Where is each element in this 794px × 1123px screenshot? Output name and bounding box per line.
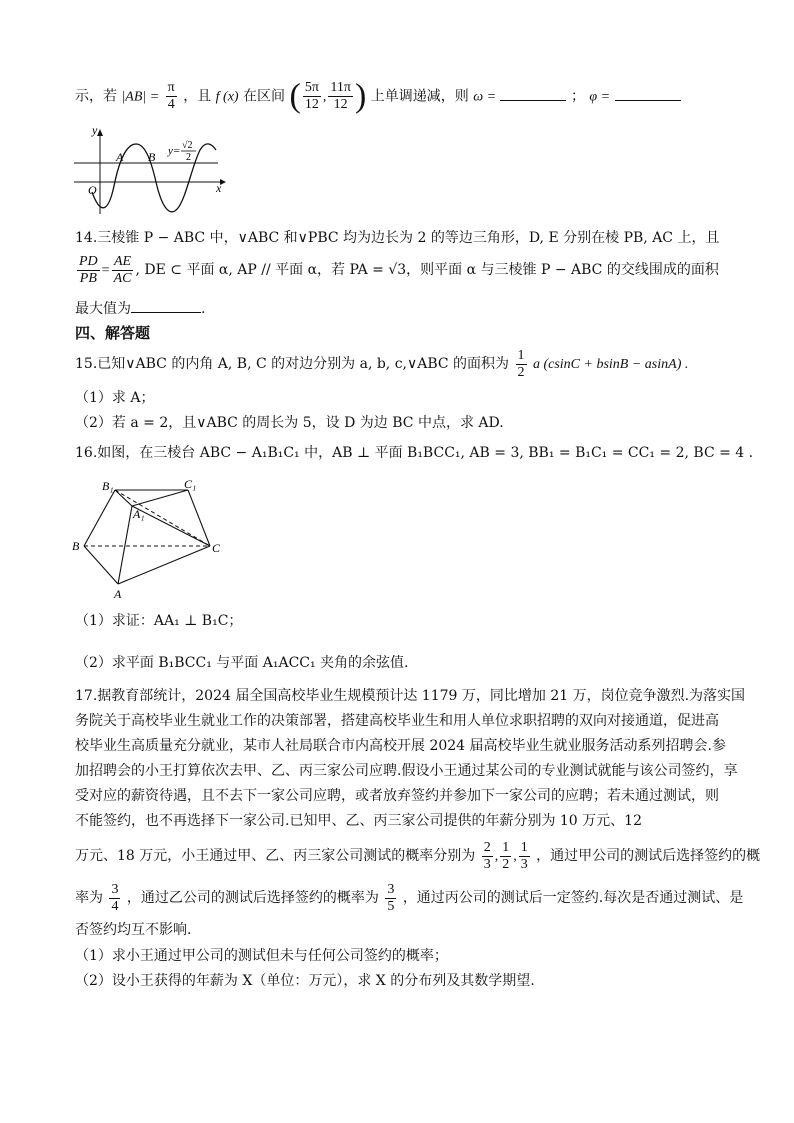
q17-line1: 17.据教育部统计，2024 届全国高校毕业生规模预计达 1179 万，同比增加 21 万，岗位竞争激烈.为落实国 — [75, 688, 746, 704]
q16-part2: （2）求平面 B₁BCC₁ 与平面 A₁ACC₁ 夹角的余弦值. — [75, 655, 409, 671]
fig-label-a: A — [116, 150, 124, 164]
q16-frustum-figure — [70, 476, 240, 600]
fig-label-c1: C₁ — [184, 477, 197, 491]
fig-label-sqrt2: √2 — [182, 140, 193, 151]
fig-label-b: B — [72, 539, 80, 553]
section-heading: 四、解答题 — [75, 324, 151, 342]
fig-label-a1: A₁ — [133, 507, 145, 521]
fig-label-c: C — [212, 541, 221, 555]
q17-part1: （1）求小王通过甲公司的测试但未与任何公司签约的概率； — [75, 948, 448, 964]
q16-part1: （1）求证：AA₁ ⊥ B₁C； — [75, 613, 243, 629]
q17-prob-jia: $\frac{2}{3}$ — [483, 839, 491, 872]
q17-line7: 万元、18 万元，小王通过甲、乙、丙三家公司测试的概率分别为 $\frac{2}{3}$ , $\frac{1}{2}$ , $\frac{1}{3}$ ，通过甲公司的测试后选择签约的概 — [75, 839, 761, 872]
q17-line5: 受对应的薪资待遇，且不去下一家公司应聘，或者放弃签约并参加下一家公司的应聘；若未通过测试，则 — [75, 788, 719, 804]
edge-a1c1 — [132, 490, 188, 506]
q17-line6: 不能签约，也不再选择下一家公司.已知甲、乙、丙三家公司提供的年薪分别为 10 万元、12 — [75, 813, 642, 829]
edge-ac — [118, 546, 210, 584]
fig-label-x: x — [216, 181, 222, 195]
edge-b1c-hidden — [115, 490, 210, 546]
q15-part2: （2）若 a = 2，且∨ABC 的周长为 5，设 D 为边 BC 中点，求 AD. — [75, 415, 504, 431]
q15-part1: （1）求 A； — [75, 390, 155, 406]
q17-part2: （2）设小王获得的年薪为 X（单位：万元），求 X 的分布列及其数学期望. — [75, 973, 535, 989]
fig-label-eq: y= — [168, 145, 181, 157]
q17-line4: 加招聘会的小王打算依次去甲、乙、丙三家公司应聘.假设小王通过某公司的专业测试就能与该公司签约，享 — [75, 763, 738, 779]
edge-ba — [84, 546, 118, 584]
fig-label-b: B — [148, 150, 156, 164]
q17-line8: 率为 $\frac{3}{4}$ ，通过乙公司的测试后选择签约的概率为 $\frac{3}{5}$ ，通过丙公司的测试后一定签约.每次是否通过测试、是 — [75, 881, 744, 914]
q17-prob-bing: $\frac{1}{3}$ — [520, 839, 528, 872]
answer-blank-phi[interactable] — [615, 86, 681, 101]
q13-interval-right: $\frac{11\pi}{12}$ — [330, 80, 351, 112]
q14-line1: 14.三棱锥 P − ABC 中，∨ABC 和∨PBC 均为边长为 2 的等边三角形，D, E 分别在棱 PB, AC 上，且 — [75, 230, 720, 246]
q14-line3: 最大值为 . — [75, 298, 205, 319]
q14-frac-ae-ac: $\frac{AE}{AC}$ — [113, 253, 132, 286]
edge-a1a — [118, 506, 132, 584]
edge-c1c — [188, 490, 210, 546]
q13-abs-expr: |AB| = — [121, 89, 160, 105]
q15-frac-half: $\frac{1}{2}$ — [517, 347, 525, 380]
q17-sign-prob-jia: $\frac{3}{4}$ — [111, 881, 119, 914]
q17-line3: 校毕业生高质量充分就业，某市人社局联合市内高校开展 2024 届高校毕业生就业服务活动系列招聘会.参 — [75, 738, 726, 754]
q17-sign-prob-yi: $\frac{3}{5}$ — [387, 881, 395, 914]
q17-prob-yi: $\frac{1}{2}$ — [502, 839, 510, 872]
q14-line2: $\frac{PD}{PB}$ = $\frac{AE}{AC}$ , DE ⊂ 平面 α, AP // 平面 α，若 PA = √3，则平面 α 与三棱锥 P − ABC 的交线围成的面积 — [79, 253, 719, 286]
q13-sine-figure — [70, 126, 230, 218]
q14-frac-pd-pb: $\frac{PD}{PB}$ — [79, 253, 98, 286]
q17-line9: 否签约均互不影响. — [75, 922, 192, 938]
edge-b1b — [84, 490, 115, 546]
q16-line1: 16.如图，在三棱台 ABC − A₁B₁C₁ 中，AB ⊥ 平面 B₁BCC₁, AB = 3, BB₁ = B₁C₁ = CC₁ = 2, BC = 4 . — [75, 445, 754, 461]
q15-line1: 15.已知∨ABC 的内角 A, B, C 的对边分别为 a, b, c,∨ABC 的面积为 $\frac{1}{2}$ a (csinC + bsinB − asinA) . — [75, 347, 689, 380]
fig-label-2: 2 — [186, 152, 191, 163]
fig-label-b1: B₁ — [102, 479, 114, 493]
fig-label-a: A — [114, 587, 122, 600]
q13-fx: f (x) — [215, 89, 239, 105]
answer-blank-omega[interactable] — [500, 86, 566, 101]
fig-label-y: y — [92, 126, 98, 137]
q13-text: 示，若 — [75, 88, 117, 105]
q13-pi-over-4: $\frac{\pi}{4}$ — [167, 80, 175, 112]
q17-line2: 务院关于高校毕业生就业工作的决策部署，搭建高校毕业生和用人单位求职招聘的双向对接通道，促进高 — [75, 713, 719, 729]
q13-line: 示，若 |AB| = $\frac{\pi}{4}$ ，且 f (x) 在区间 ( $\frac{5\pi}{12}$ , $\frac{11\pi}{12}$ ) 上单调递减，则 ω = ； φ = — [75, 80, 681, 113]
q13-interval-left: $\frac{5\pi}{12}$ — [304, 80, 319, 112]
answer-blank-q14[interactable] — [131, 298, 201, 313]
fig-label-o: O — [88, 183, 97, 197]
